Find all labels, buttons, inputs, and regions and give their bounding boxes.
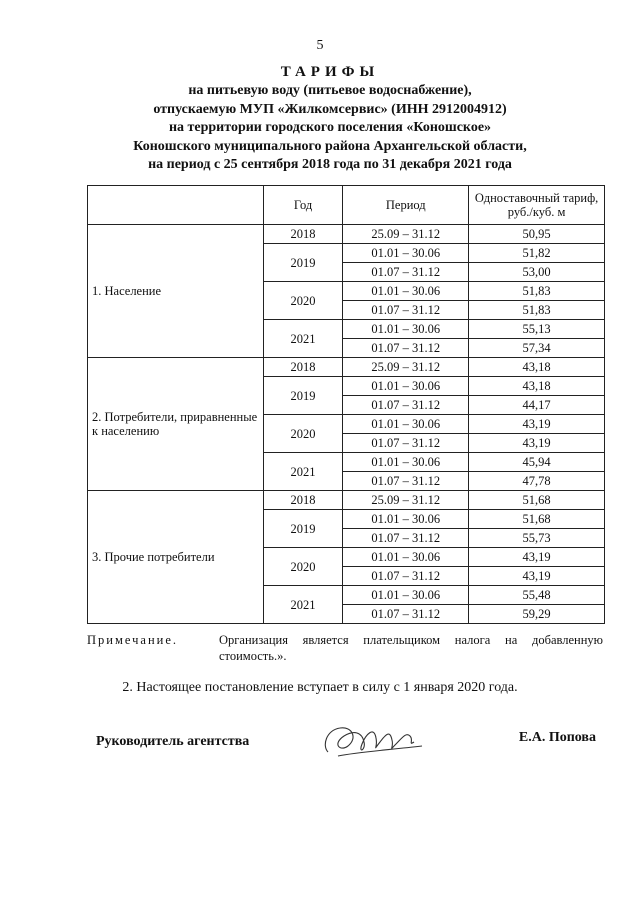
title-line-4: Коношского муниципального района Архангельской области, bbox=[133, 138, 527, 154]
period-cell: 01.01 – 30.06 bbox=[343, 415, 469, 434]
period-cell: 01.07 – 31.12 bbox=[343, 434, 469, 453]
tariff-value-cell: 51,68 bbox=[469, 491, 605, 510]
handwritten-signature bbox=[318, 716, 428, 764]
header-tariff: Одноставочный тариф, руб./куб. м bbox=[469, 186, 605, 225]
table-row bbox=[88, 225, 605, 244]
title-line-5: на период с 25 сентября 2018 года по 31 декабря 2021 года bbox=[148, 157, 512, 172]
tariff-value-cell: 50,95 bbox=[469, 225, 605, 244]
tariff-value-cell: 47,78 bbox=[469, 472, 605, 491]
table-row bbox=[88, 358, 605, 377]
signer-role: Руководитель агентства bbox=[96, 734, 250, 749]
period-cell: 25.09 – 31.12 bbox=[343, 491, 469, 510]
period-cell: 01.01 – 30.06 bbox=[343, 548, 469, 567]
tariff-value-cell: 59,29 bbox=[469, 605, 605, 624]
tariff-value-cell: 43,18 bbox=[469, 377, 605, 396]
table-row bbox=[88, 491, 605, 510]
period-cell: 25.09 – 31.12 bbox=[343, 358, 469, 377]
title-line-3: на территории городского поселения «Коношское» bbox=[168, 120, 492, 135]
period-cell: 01.01 – 30.06 bbox=[343, 244, 469, 263]
period-cell: 01.01 – 30.06 bbox=[343, 377, 469, 396]
title-line-2: отпускаемую МУП «Жилкомсервис» (ИНН 2912004912) bbox=[153, 101, 507, 117]
header-year: Год bbox=[263, 186, 343, 225]
consumer-group-cell: 2. Потребители, приравненные к населению bbox=[88, 358, 264, 491]
tariff-value-cell: 55,13 bbox=[469, 320, 605, 339]
note-text: Организация является плательщиком налога на добавленную стоимость.». bbox=[219, 633, 603, 663]
signer-name: Е.А. Попова bbox=[518, 730, 596, 745]
title-line-1: на питьевую воду (питьевое водоснабжение), bbox=[188, 83, 472, 98]
effective-date-clause: 2. Настоящее постановление вступает в силу с 1 января 2020 года. bbox=[122, 680, 518, 695]
year-cell: 2019 bbox=[263, 377, 343, 415]
period-cell: 01.07 – 31.12 bbox=[343, 567, 469, 586]
period-cell: 25.09 – 31.12 bbox=[343, 225, 469, 244]
note-label: Примечание. bbox=[87, 633, 179, 647]
tariff-value-cell: 51,82 bbox=[469, 244, 605, 263]
year-cell: 2019 bbox=[263, 244, 343, 282]
year-cell: 2021 bbox=[263, 453, 343, 491]
tariff-value-cell: 51,68 bbox=[469, 510, 605, 529]
note bbox=[87, 632, 605, 664]
period-cell: 01.01 – 30.06 bbox=[343, 282, 469, 301]
tariffs-table-body bbox=[88, 225, 605, 624]
period-cell: 01.07 – 31.12 bbox=[343, 472, 469, 491]
tariff-value-cell: 43,19 bbox=[469, 415, 605, 434]
period-cell: 01.07 – 31.12 bbox=[343, 529, 469, 548]
period-cell: 01.01 – 30.06 bbox=[343, 586, 469, 605]
tariff-value-cell: 43,19 bbox=[469, 434, 605, 453]
year-cell: 2020 bbox=[263, 415, 343, 453]
period-cell: 01.01 – 30.06 bbox=[343, 320, 469, 339]
year-cell: 2020 bbox=[263, 282, 343, 320]
year-cell: 2018 bbox=[263, 358, 343, 377]
title-main: ТАРИФЫ bbox=[280, 64, 380, 80]
year-cell: 2018 bbox=[263, 491, 343, 510]
tariffs-table bbox=[87, 185, 605, 624]
header-group bbox=[88, 186, 264, 225]
year-cell: 2018 bbox=[263, 225, 343, 244]
tariff-value-cell: 45,94 bbox=[469, 453, 605, 472]
period-cell: 01.07 – 31.12 bbox=[343, 396, 469, 415]
tariff-value-cell: 44,17 bbox=[469, 396, 605, 415]
tariff-value-cell: 53,00 bbox=[469, 263, 605, 282]
period-cell: 01.01 – 30.06 bbox=[343, 453, 469, 472]
table-header-row bbox=[88, 186, 605, 225]
consumer-group-cell: 3. Прочие потребители bbox=[88, 491, 264, 624]
period-cell: 01.07 – 31.12 bbox=[343, 605, 469, 624]
header-period: Период bbox=[343, 186, 469, 225]
year-cell: 2019 bbox=[263, 510, 343, 548]
tariff-value-cell: 43,19 bbox=[469, 567, 605, 586]
period-cell: 01.07 – 31.12 bbox=[343, 339, 469, 358]
tariff-value-cell: 55,48 bbox=[469, 586, 605, 605]
tariff-value-cell: 51,83 bbox=[469, 282, 605, 301]
year-cell: 2021 bbox=[263, 586, 343, 624]
consumer-group-cell: 1. Население bbox=[88, 225, 264, 358]
period-cell: 01.01 – 30.06 bbox=[343, 510, 469, 529]
period-cell: 01.07 – 31.12 bbox=[343, 301, 469, 320]
tariff-value-cell: 57,34 bbox=[469, 339, 605, 358]
tariff-value-cell: 43,18 bbox=[469, 358, 605, 377]
document-title bbox=[60, 62, 600, 175]
page-number: 5 bbox=[316, 38, 324, 53]
tariff-value-cell: 51,83 bbox=[469, 301, 605, 320]
year-cell: 2020 bbox=[263, 548, 343, 586]
year-cell: 2021 bbox=[263, 320, 343, 358]
period-cell: 01.07 – 31.12 bbox=[343, 263, 469, 282]
tariff-value-cell: 55,73 bbox=[469, 529, 605, 548]
tariff-value-cell: 43,19 bbox=[469, 548, 605, 567]
